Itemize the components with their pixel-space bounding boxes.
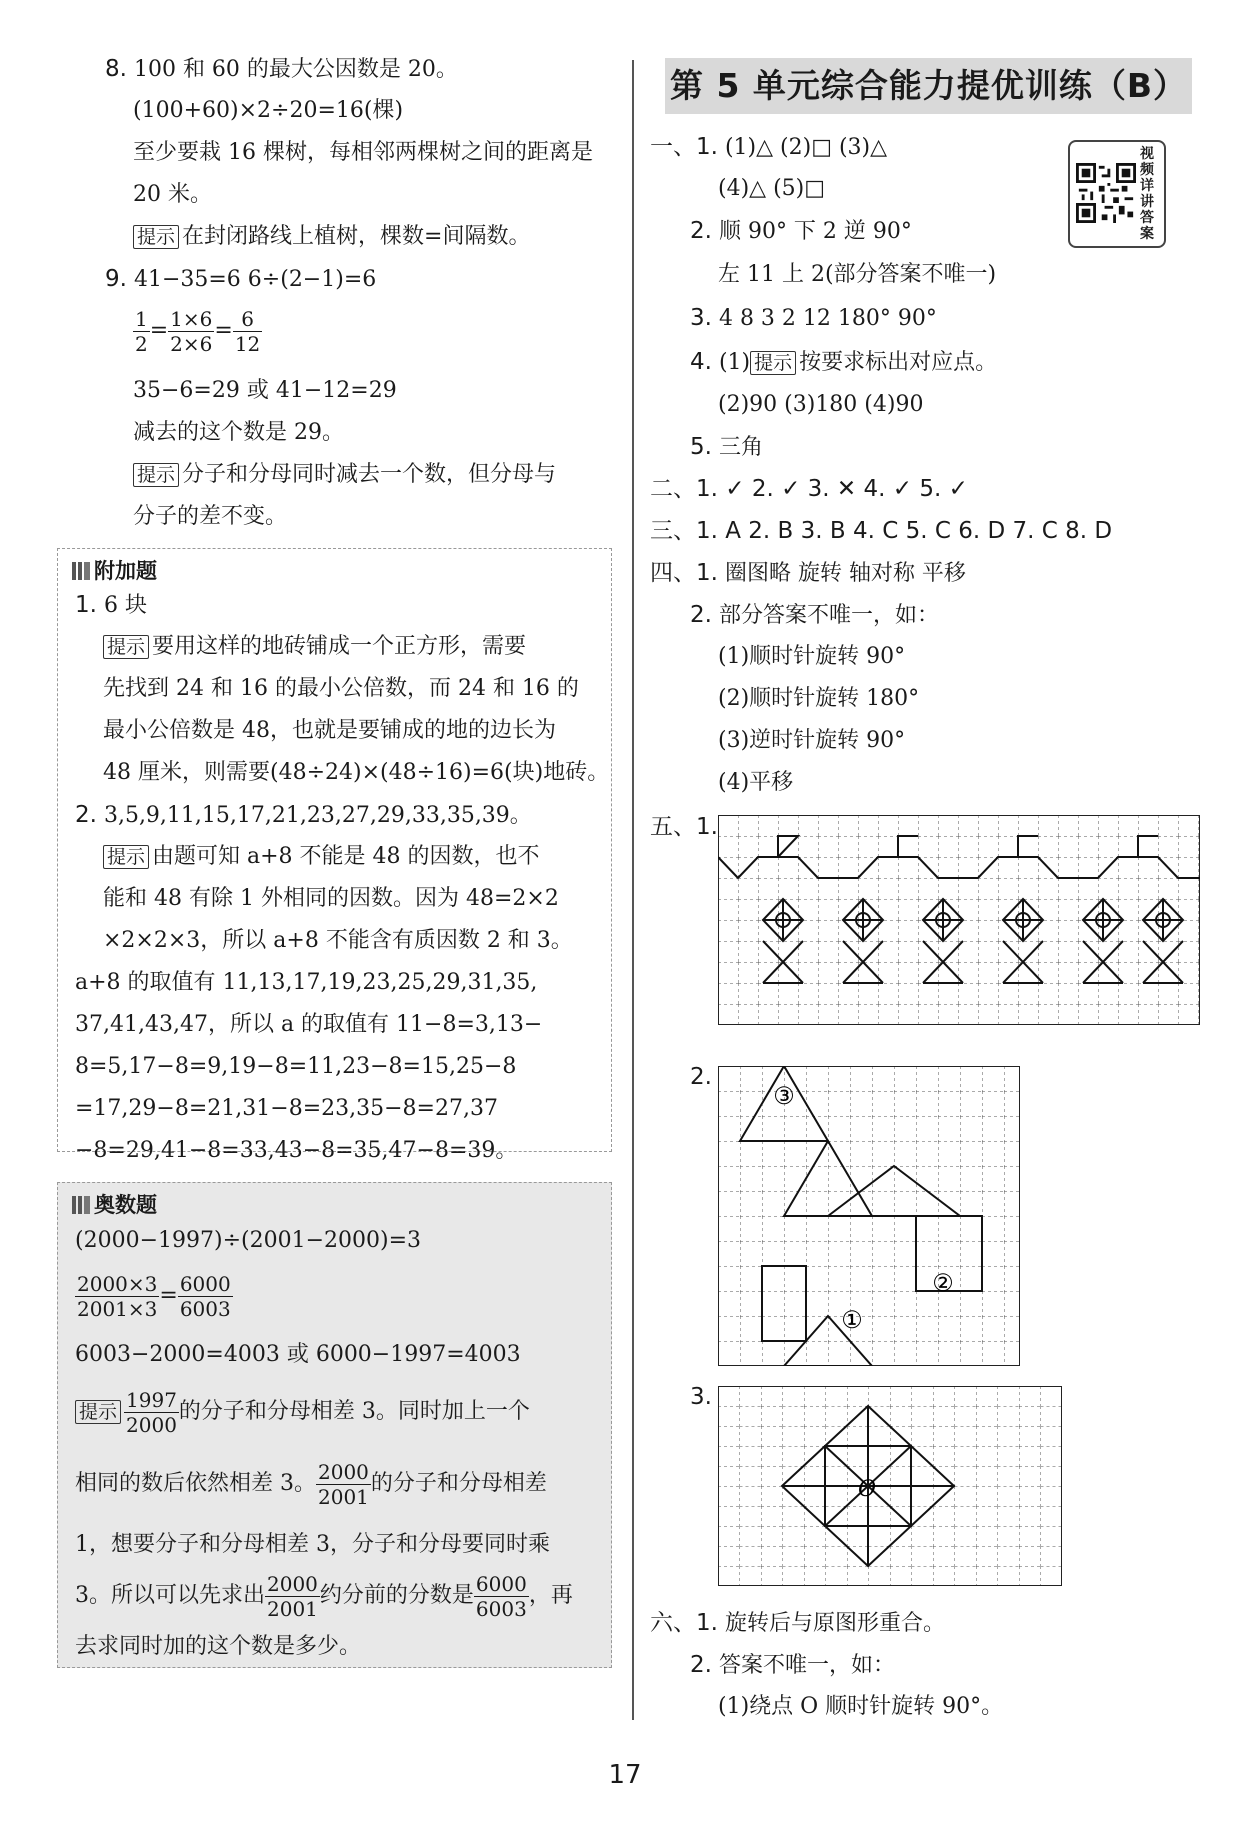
rotation-grid-3 bbox=[718, 1386, 1062, 1586]
extra-q2-line: ×2×2×3，所以 a+8 不能含有质因数 2 和 3。 bbox=[103, 928, 573, 953]
s6-answer: (1)绕点 O 顺时针旋转 90°。 bbox=[718, 1694, 1004, 1719]
s4-q1: 四、1. 圈图略 旋转 轴对称 平移 bbox=[650, 560, 966, 586]
olympiad-line8: 去求同时加的这个数是多少。 bbox=[75, 1634, 362, 1659]
s2-answers: 二、1. ✓ 2. ✓ 3. ✕ 4. ✓ 5. ✓ bbox=[650, 476, 968, 502]
olympiad-hint: 提示 $\frac{1997}{2000}$ 的分子和分母相差 3。同时加上一个 bbox=[75, 1384, 530, 1440]
olympiad-line6: 1，想要分子和分母相差 3，分子和分母要同时乘 bbox=[75, 1532, 550, 1557]
q9-fractions: $\frac{1}{2}$ = $\frac{1\times 6}{2\times 6}$ = $\frac{6}{12}$ bbox=[135, 306, 261, 356]
s6-q1: 六、1. 旋转后与原图形重合。 bbox=[650, 1610, 945, 1636]
extra-q2-line: 8=5,17−8=9,19−8=11,23−8=15,25−8 bbox=[75, 1054, 517, 1079]
extra-q1-line: 先找到 24 和 16 的最小公倍数，而 24 和 16 的 bbox=[103, 676, 579, 701]
page-number: 17 bbox=[608, 1760, 642, 1790]
s3-answers: 三、1. A 2. B 3. B 4. C 5. C 6. D 7. C 8. D bbox=[650, 518, 1113, 544]
s1-q1: 一、1. (1)△ (2)□ (3)△ bbox=[650, 134, 888, 160]
hint-tag: 提示 bbox=[75, 1400, 121, 1424]
hint-tag: 提示 bbox=[103, 845, 149, 869]
q8-hint: 提示 在封闭路线上植树，棵数=间隔数。 bbox=[133, 222, 530, 252]
q8-line3: 至少要栽 16 棵树，每相邻两棵树之间的距离是 bbox=[133, 140, 593, 165]
extra-q1-hint: 提示 要用这样的地砖铺成一个正方形，需要 bbox=[103, 632, 526, 662]
shape-grid-2 bbox=[718, 1066, 1020, 1366]
s4-answer3: (3)逆时针旋转 90° bbox=[718, 728, 906, 753]
label-circle-2: ② bbox=[932, 1269, 954, 1297]
label-circle-3: ③ bbox=[773, 1082, 795, 1110]
extra-q2-line: a+8 的取值有 11,13,17,19,23,25,29,31,35, bbox=[75, 970, 538, 995]
s4-answer2: (2)顺时针旋转 180° bbox=[718, 686, 920, 711]
s1-q1-line2: (4)△ (5)□ bbox=[718, 176, 826, 201]
olympiad-line1: (2000−1997)÷(2001−2000)=3 bbox=[75, 1228, 422, 1253]
hint-tag: 提示 bbox=[103, 635, 149, 659]
s4-q2: 2. 部分答案不唯一，如： bbox=[690, 602, 939, 628]
hint-tag: 提示 bbox=[750, 351, 796, 375]
s5-q1-label: 五、1. bbox=[650, 814, 718, 840]
s1-q2-line2: 左 11 上 2(部分答案不唯一) bbox=[718, 262, 997, 287]
hint-tag: 提示 bbox=[133, 225, 179, 249]
unit-title: 第 5 单元综合能力提优训练（B） bbox=[665, 58, 1192, 114]
olympiad-fractions: $\frac{2000\times 3}{2001\times 3}$ = $\frac{6000}{6003}$ bbox=[77, 1271, 231, 1321]
s1-q2: 2. 顺 90° 下 2 逆 90° bbox=[690, 218, 912, 244]
s1-q4-line2: (2)90 (3)180 (4)90 bbox=[718, 392, 924, 417]
extra-title: 附加题 bbox=[72, 555, 157, 585]
q9-line1: 9. 41−35=6 6÷(2−1)=6 bbox=[105, 266, 377, 292]
s5-q3-label: 3. bbox=[690, 1384, 712, 1410]
label-circle-1: ① bbox=[841, 1306, 863, 1334]
s4-answer1: (1)顺时针旋转 90° bbox=[718, 644, 906, 669]
s1-q3: 3. 4 8 3 2 12 180° 90° bbox=[690, 305, 937, 331]
olympiad-line3: 6003−2000=4003 或 6000−1997=4003 bbox=[75, 1342, 521, 1367]
qr-caption: 视频详讲答案 bbox=[1140, 146, 1154, 242]
extra-q2-hint: 提示 由题可知 a+8 不能是 48 的因数，也不 bbox=[103, 842, 540, 872]
q9-line6: 分子的差不变。 bbox=[133, 504, 288, 529]
section-icon bbox=[72, 562, 90, 580]
point-o-label: O bbox=[858, 1477, 877, 1502]
extra-q1: 1. 6 块 bbox=[75, 592, 147, 618]
s1-q5: 5. 三角 bbox=[690, 434, 763, 460]
column-divider bbox=[632, 60, 634, 1720]
extra-q2: 2. 3,5,9,11,15,17,21,23,27,29,33,35,39。 bbox=[75, 802, 532, 828]
hint-tag: 提示 bbox=[133, 463, 179, 487]
s6-q2: 2. 答案不唯一，如： bbox=[690, 1652, 895, 1678]
extra-q2-line: −8=29,41−8=33,43−8=35,47−8=39。 bbox=[75, 1138, 518, 1163]
olympiad-line7: 3。所以可以先求出 $\frac{2000}{2001}$ 约分前的分数是 $\frac{6000}{6003}$ ，再 bbox=[75, 1571, 573, 1621]
q9-line3: 35−6=29 或 41−12=29 bbox=[133, 378, 397, 403]
q9-hint: 提示 分子和分母同时减去一个数，但分母与 bbox=[133, 460, 556, 490]
qr-code-panel[interactable] bbox=[1068, 140, 1166, 248]
extra-q1-line: 最小公倍数是 48，也就是要铺成的地的边长为 bbox=[103, 718, 556, 743]
olympiad-line5: 相同的数后依然相差 3。 $\frac{2000}{2001}$ 的分子和分母相差 bbox=[75, 1459, 547, 1509]
extra-q2-line: 37,41,43,47，所以 a 的取值有 11−8=3,13− bbox=[75, 1012, 543, 1037]
q8-line4: 20 米。 bbox=[133, 182, 212, 207]
pattern-grid-1 bbox=[718, 815, 1200, 1025]
extra-q1-line: 48 厘米，则需要(48÷24)×(48÷16)=6(块)地砖。 bbox=[103, 760, 610, 785]
section-icon bbox=[72, 1196, 90, 1214]
s4-answer4: (4)平移 bbox=[718, 770, 794, 795]
q8-line1: 8. 100 和 60 的最大公因数是 20。 bbox=[105, 56, 458, 82]
s5-q2-label: 2. bbox=[690, 1064, 712, 1090]
q9-line4: 减去的这个数是 29。 bbox=[133, 420, 344, 445]
extra-q2-line: 能和 48 有除 1 外相同的因数。因为 48=2×2 bbox=[103, 886, 559, 911]
extra-q2-line: =17,29−8=21,31−8=23,35−8=27,37 bbox=[75, 1096, 498, 1121]
q8-line2: (100+60)×2÷20=16(棵) bbox=[133, 98, 404, 123]
s1-q4: 4. (1) 提示 按要求标出对应点。 bbox=[690, 349, 998, 375]
qr-code-icon[interactable] bbox=[1076, 148, 1136, 238]
olympiad-title: 奥数题 bbox=[72, 1189, 157, 1219]
